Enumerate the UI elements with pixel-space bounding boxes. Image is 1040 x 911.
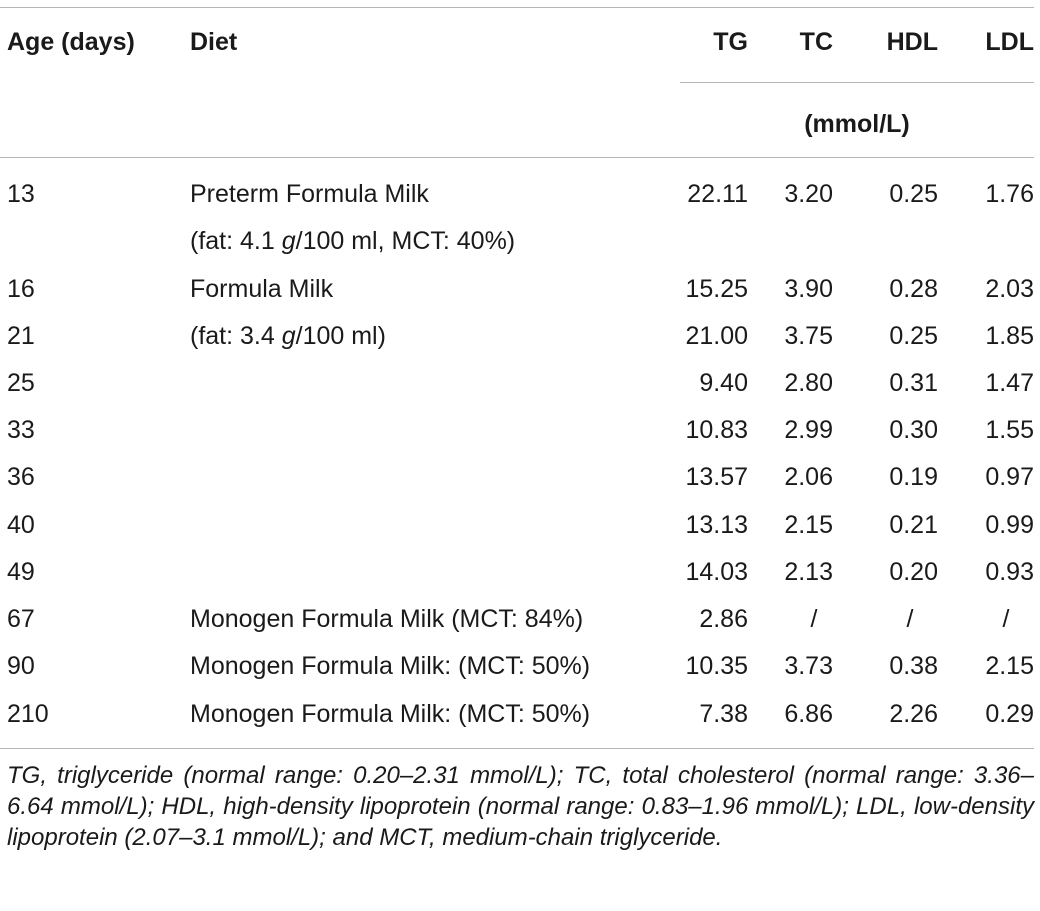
- header-ldl: LDL: [985, 28, 1034, 56]
- cell-age: 49: [7, 558, 35, 586]
- cell-hdl: 0.28: [889, 275, 938, 303]
- cell-tc: 2.13: [784, 558, 833, 586]
- header-age: Age (days): [7, 28, 135, 56]
- bottom-rule: [0, 748, 1034, 749]
- cell-hdl: 0.31: [889, 369, 938, 397]
- cell-ldl: 2.03: [985, 275, 1034, 303]
- cell-ldl: 0.29: [985, 700, 1034, 728]
- header-units: (mmol/L): [804, 110, 910, 138]
- cell-tg: 2.86: [699, 605, 748, 633]
- cell-hdl: 0.21: [889, 511, 938, 539]
- cell-tc: 3.73: [784, 652, 833, 680]
- cell-diet: Formula Milk: [190, 275, 334, 303]
- cell-tg: 13.57: [685, 463, 748, 491]
- cell-age: 210: [7, 700, 49, 728]
- cell-age: 67: [7, 605, 35, 633]
- header-bottom-rule: [0, 157, 1034, 158]
- cell-diet: (fat: 3.4 g/100 ml): [190, 322, 386, 350]
- cell-hdl: 0.20: [889, 558, 938, 586]
- cell-diet: Monogen Formula Milk: (MCT: 50%): [190, 700, 591, 728]
- header-hdl: HDL: [886, 28, 938, 56]
- cell-ldl: 0.93: [985, 558, 1034, 586]
- cell-tc: 3.20: [784, 180, 833, 208]
- cell-hdl: 0.25: [889, 180, 938, 208]
- cell-tg: 14.03: [685, 558, 748, 586]
- cell-tg: 7.38: [699, 700, 748, 728]
- cell-age: 13: [7, 180, 35, 208]
- header-diet: Diet: [190, 28, 238, 56]
- cell-tg: 15.25: [685, 275, 748, 303]
- cell-ldl: /: [1002, 605, 1010, 633]
- cell-tc: 2.99: [784, 416, 833, 444]
- cell-age: 21: [7, 322, 35, 350]
- cell-age: 40: [7, 511, 35, 539]
- cell-ldl: 0.99: [985, 511, 1034, 539]
- cell-ldl: 1.47: [985, 369, 1034, 397]
- cell-age: 90: [7, 652, 35, 680]
- cell-age: 25: [7, 369, 35, 397]
- cell-tc: /: [810, 605, 818, 633]
- cell-tg: 10.35: [685, 652, 748, 680]
- cell-tg: 9.40: [699, 369, 748, 397]
- cell-tc: 3.75: [784, 322, 833, 350]
- cell-tg: 22.11: [687, 180, 748, 208]
- cell-age: 16: [7, 275, 35, 303]
- header-tg: TG: [713, 28, 748, 56]
- cell-ldl: 1.85: [985, 322, 1034, 350]
- cell-diet: Monogen Formula Milk (MCT: 84%): [190, 605, 584, 633]
- cell-ldl: 0.97: [985, 463, 1034, 491]
- cell-tc: 2.06: [784, 463, 833, 491]
- cell-tg: 21.00: [685, 322, 748, 350]
- cell-tc: 6.86: [784, 700, 833, 728]
- cell-ldl: 1.55: [985, 416, 1034, 444]
- cell-age: 36: [7, 463, 35, 491]
- cell-hdl: 0.30: [889, 416, 938, 444]
- cell-tc: 3.90: [784, 275, 833, 303]
- cell-hdl: 2.26: [889, 700, 938, 728]
- cell-diet: Preterm Formula Milk: [190, 180, 429, 208]
- cell-age: 33: [7, 416, 35, 444]
- cell-tc: 2.15: [784, 511, 833, 539]
- cell-ldl: 2.15: [985, 652, 1034, 680]
- cell-hdl: 0.19: [889, 463, 938, 491]
- cell-hdl: /: [906, 605, 914, 633]
- header-tc: TC: [799, 28, 833, 56]
- cell-hdl: 0.38: [889, 652, 938, 680]
- cell-diet: (fat: 4.1 g/100 ml, MCT: 40%): [190, 227, 516, 255]
- cell-diet: Monogen Formula Milk: (MCT: 50%): [190, 652, 591, 680]
- cell-tg: 10.83: [685, 416, 748, 444]
- cell-tc: 2.80: [784, 369, 833, 397]
- footnote: TG, triglyceride (normal range: 0.20–2.31 mmol/L); TC, total cholesterol (normal range: 3.36–6.64 mmol/L); HDL, high-density lipoprotein (normal range: 0.83–1.96 mmol/L); LDL, low-density lipoprotein (2.07–3.1 mmol/L); and MCT, medium-chain triglyceride.: [7, 762, 1034, 851]
- cell-ldl: 1.76: [985, 180, 1034, 208]
- cell-hdl: 0.25: [889, 322, 938, 350]
- top-rule: [0, 7, 1034, 8]
- cell-tg: 13.13: [685, 511, 748, 539]
- units-rule: [680, 82, 1034, 83]
